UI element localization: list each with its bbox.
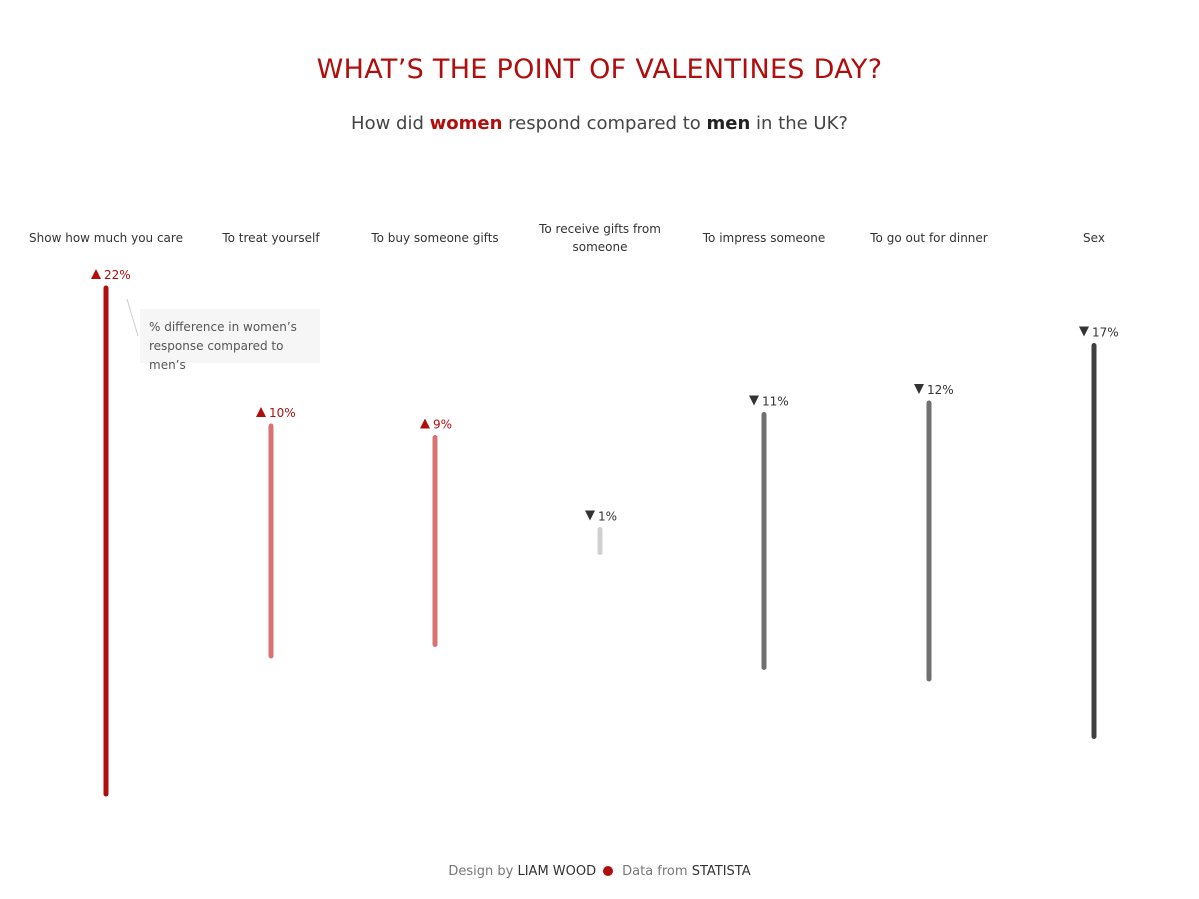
category-label: Show how much you care xyxy=(29,231,183,245)
data-source: STATISTA xyxy=(691,864,751,879)
value-text: 1% xyxy=(598,509,618,524)
design-prefix: Design by xyxy=(448,864,514,879)
subtitle-suffix: in the UK? xyxy=(750,113,848,134)
value-text: 11% xyxy=(762,394,789,409)
value-text: 12% xyxy=(927,383,954,397)
designer-name: LIAM WOOD xyxy=(517,864,597,879)
down-arrow-icon xyxy=(749,396,759,406)
value-label xyxy=(1079,326,1119,340)
up-arrow-icon xyxy=(256,407,266,417)
category-label: To treat yourself xyxy=(222,231,320,245)
separator-dot-icon xyxy=(603,866,613,876)
subtitle-men: men xyxy=(706,113,751,134)
category-label: To buy someone gifts xyxy=(371,231,499,245)
annotation-leader-line xyxy=(127,299,138,336)
annotation-line-2: response compared to men’s xyxy=(149,339,284,372)
value-label xyxy=(256,406,296,420)
value-label xyxy=(420,418,452,432)
category-label: To impress someone xyxy=(702,231,826,245)
category-label: To go out for dinner xyxy=(870,231,988,245)
chart-annotation xyxy=(140,309,320,372)
chart-title: WHAT’S THE POINT OF VALENTINES DAY? xyxy=(316,54,883,85)
value-label xyxy=(585,510,617,524)
up-arrow-icon xyxy=(420,419,430,429)
down-arrow-icon xyxy=(914,384,924,394)
category-label: To receive gifts from someone xyxy=(539,222,661,254)
subtitle-middle: respond compared to xyxy=(502,113,707,134)
value-label xyxy=(749,395,789,409)
down-arrow-icon xyxy=(585,511,595,521)
subtitle-women: women xyxy=(429,113,503,134)
subtitle-prefix: How did xyxy=(351,113,430,134)
value-text: 9% xyxy=(433,417,453,432)
credits-footer xyxy=(0,864,1199,879)
value-label xyxy=(914,383,954,397)
data-prefix: Data from xyxy=(622,864,688,879)
up-arrow-icon xyxy=(91,269,101,279)
value-text: 10% xyxy=(269,406,296,420)
value-text: 17% xyxy=(1092,325,1119,340)
value-label xyxy=(91,268,131,282)
down-arrow-icon xyxy=(1079,327,1089,337)
category-label: Sex xyxy=(1083,231,1105,245)
value-text: 22% xyxy=(104,268,131,282)
annotation-line-1: % difference in women’s xyxy=(149,320,297,334)
